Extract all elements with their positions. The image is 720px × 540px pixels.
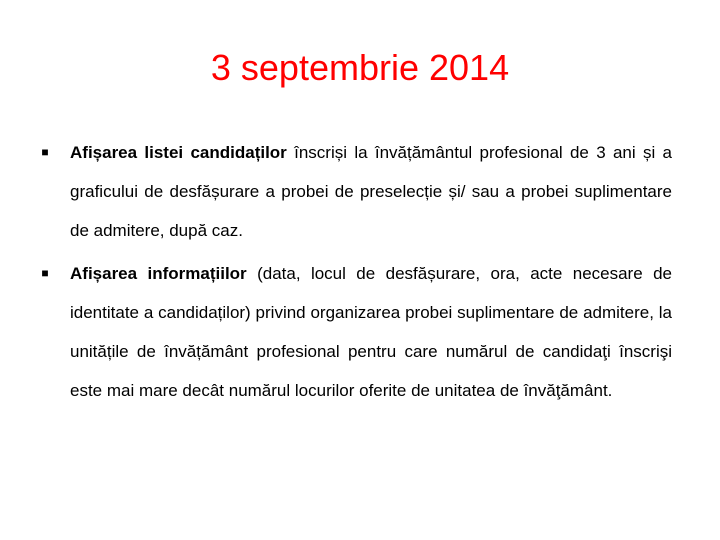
bullet-item-2 [38,254,672,410]
square-bullet-icon: ■ [41,145,49,159]
bullet-1-bold-text: Afișarea listei candidaților [70,143,287,162]
bullet-item-1 [38,133,672,250]
slide-title: 3 septembrie 2014 [210,47,510,88]
bullet-2-text: (data, locul de desfășurare, ora, acte necesare de identitate a candidaților) privind organizarea probei suplimentare de admitere, la unitățile de învățământ profesional pentru care numărul de candidaţi înscrişi este mai mare decât numărul locurilor oferite de unitatea de învăţământ. [70,264,672,400]
square-bullet-icon: ■ [41,266,49,280]
bullet-2-bold-text: Afișarea informațiilor [70,264,247,283]
bullet-1-text: înscriși la învățământul profesional de 3 ani și a graficului de desfășurare a probei de preselecție și/ sau a probei suplimentare de admitere, după caz. [70,143,672,240]
bullet-list [38,133,672,414]
